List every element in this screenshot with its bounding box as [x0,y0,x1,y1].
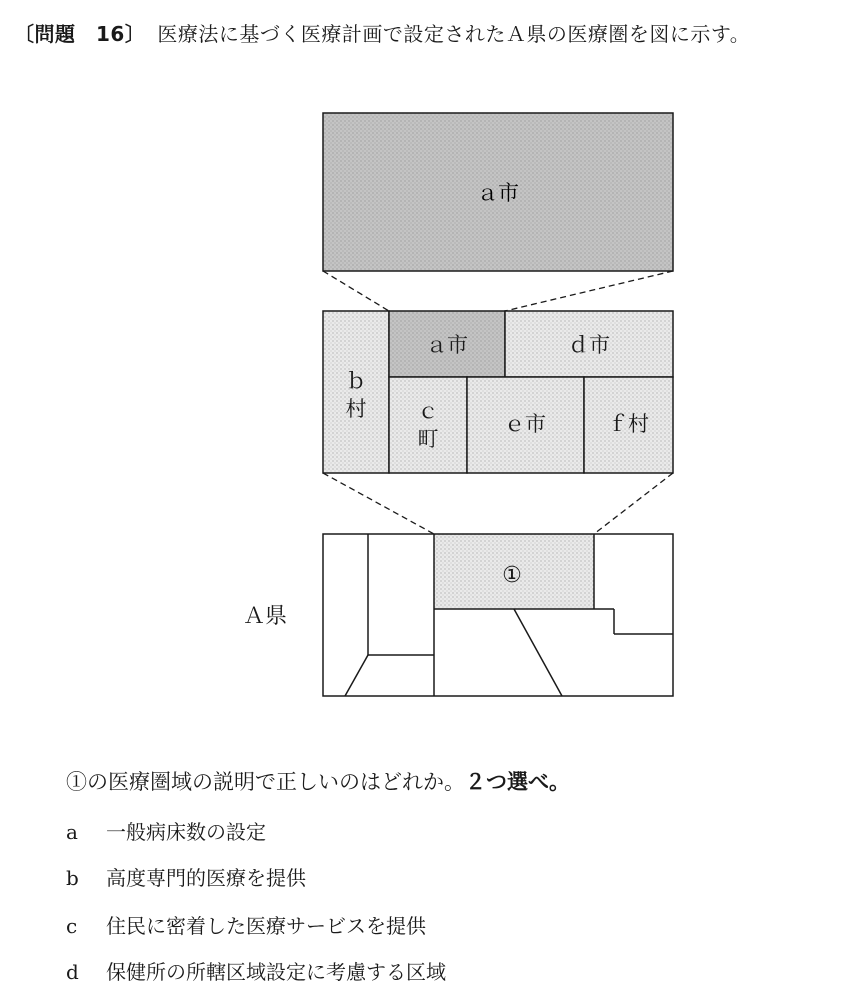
question-prompt [66,766,570,796]
option-text: 一般病床数の設定 [106,820,266,844]
region-c-town [389,377,467,473]
option-letter: a [66,820,78,844]
label-c-line1: ｃ [417,399,439,423]
option-text: 高度専門的医療を提供 [106,866,306,890]
prefecture-label: Ａ県 [243,604,288,629]
label-f-village: ｆ村 [607,412,649,436]
prompt-text: ①の医療圏域の説明で正しいのはどれか。 [66,770,465,794]
middle-area-box [323,311,673,473]
question-number: 〔問題 16〕 [14,22,146,46]
label-d-city: ｄ市 [568,333,610,357]
top-area-label: ａ市 [477,181,519,205]
option-a[interactable] [66,816,266,845]
label-a-city: ａ市 [426,333,468,357]
option-c[interactable] [66,910,426,939]
option-text: 住民に密着した医療サービスを提供 [106,914,426,938]
bottom-connector-lines [323,473,673,534]
option-d[interactable] [66,956,446,985]
prompt-choose-count: ２つ選べ。 [465,770,570,794]
top-area-box [323,113,673,271]
label-b-line2: 村 [345,397,367,421]
label-b-line1: ｂ [345,369,367,393]
option-b[interactable] [66,862,306,891]
option-text: 保健所の所轄区域設定に考慮する区域 [106,960,446,984]
area-1-marker: ① [502,563,522,588]
option-letter: b [66,866,79,890]
question-text: 医療法に基づく医療計画で設定されたＡ県の医療圏を図に示す。 [157,22,751,46]
prefecture-map [323,534,673,696]
top-connector-lines [323,271,673,311]
option-letter: c [66,914,78,938]
label-c-line2: 町 [417,427,439,451]
label-e-city: ｅ市 [504,412,546,436]
option-letter: d [66,960,79,984]
